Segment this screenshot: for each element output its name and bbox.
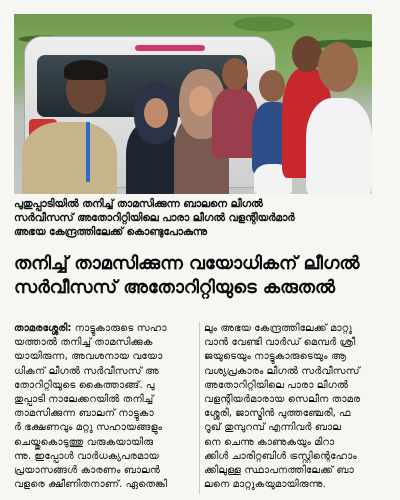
caption-line: പുതുപ്പാടിയിൽ തനിച്ച് താമസിക്കുന്ന ബാലനെ ലീഗൽ [14, 198, 263, 210]
man-beige-shirt-hair [64, 60, 108, 80]
man-white-shirt-head [318, 42, 358, 92]
article-line: ന്നു. ഇപ്പോൾ വാർധക്യപരമായ [14, 450, 159, 462]
article-line: ർ ഭക്ഷണവും മറ്റു സഹായങ്ങളും [14, 422, 163, 434]
article-line: ലും അഭയ കേന്ദ്രത്തിലേക്ക് മാറ്റു [204, 323, 353, 334]
article-line: തോറിറ്റിയുടെ കൈത്താങ്ങ്. പു [14, 379, 155, 391]
article-line: ക്കിലുള്ള സ്ഥാപനത്തിലേക്ക് ബാ [204, 465, 354, 477]
news-photo [14, 14, 372, 194]
article-column-left [14, 322, 198, 492]
id-lanyard [86, 122, 90, 182]
article-line: യായിരുന്ന, അവശനായ വയോ [14, 351, 163, 363]
article-line: റൂഖ് തുമ്പുറമ്പ് എന്നിവർ ബാല [204, 422, 341, 434]
caption-line: അഭയ കേന്ദ്രത്തിലേക്ക് കൊണ്ടുപോകുന്നു [14, 226, 207, 238]
article-line: വളന്റിയർമാരായ സെലീന താമര [204, 394, 361, 406]
article-line: പ്രയാസങ്ങൾ കാരണം ബാലൻ [14, 465, 161, 477]
article-line: ലനെ മാറ്റുകയുമായിരുന്നു. [204, 479, 326, 491]
van-stripe [135, 45, 205, 51]
headline-line: തനിച്ച് താമസിക്കുന്ന വയോധികന് ലീഗൽ [14, 253, 360, 274]
article-line: ജയുടെയും നാട്ടുകാരുടെയും ആ [204, 351, 347, 363]
article-line: ധികന് ലീഗൽ സർവീസസ് അ [14, 365, 159, 377]
photo-caption [14, 197, 374, 239]
article-line: നെ ചെന്നു കാണുകയും മിറാ [204, 436, 335, 448]
elderly-man-head [259, 70, 285, 102]
article-line: യത്താൽ തനിച്ച് താമസിക്കുക [14, 337, 153, 349]
article-column-right [204, 322, 388, 492]
article-line: ക്കിൾ ചാരിറ്റബിൾ ട്രസ്റ്റിന്റെഹോം [204, 450, 357, 462]
woman-dark-hijab-face [144, 98, 168, 128]
caption-line: സർവീസസ് അതോറിറ്റിയിലെ പാരാ ലീഗൽ വളന്റിയർമാർ [14, 212, 295, 224]
headline [14, 252, 386, 300]
article-line: തുപ്പാടി നാലേക്കറയിൽ തനിച്ച് [14, 394, 154, 406]
article-line: വാൻ വേണ്ടി വാർഡ് മെമ്പർ ശ്രീ [204, 337, 356, 349]
article-line: ശ്ശേരി, ജാസ്മിൻ പുത്തഞ്ചേരി, ഫ [204, 408, 351, 420]
article-line: വശ്യപ്രകാരം ലീഗൽ സർവീസസ് [204, 365, 360, 377]
article-line: ചെയ്തുകൊടുത്തു വരുകയായിരു [14, 436, 154, 448]
article-line: താമസിക്കുന്ന ബാലന് നാട്ടുകാ [14, 408, 154, 420]
man-beige-shirt [22, 122, 117, 194]
article-line: നാട്ടുകാരുടെ സഹാ [74, 323, 167, 334]
article-line: വളരെ ക്ഷീണിതനാണ്. ഏതെങ്കി [14, 479, 168, 491]
column-divider [199, 322, 200, 494]
woman-beige-scarf-face [189, 86, 213, 116]
man-white-shirt [306, 98, 372, 194]
man-checked-shirt-head [222, 58, 248, 90]
article-line: അതോറിറ്റിയിലെ പാരാ ലീഗൽ [204, 379, 349, 391]
dateline: താമരശ്ശേരി: [14, 323, 72, 334]
headline-line: സർവീസസ് അതോറിറ്റിയുടെ കരുതൽ [14, 277, 336, 298]
